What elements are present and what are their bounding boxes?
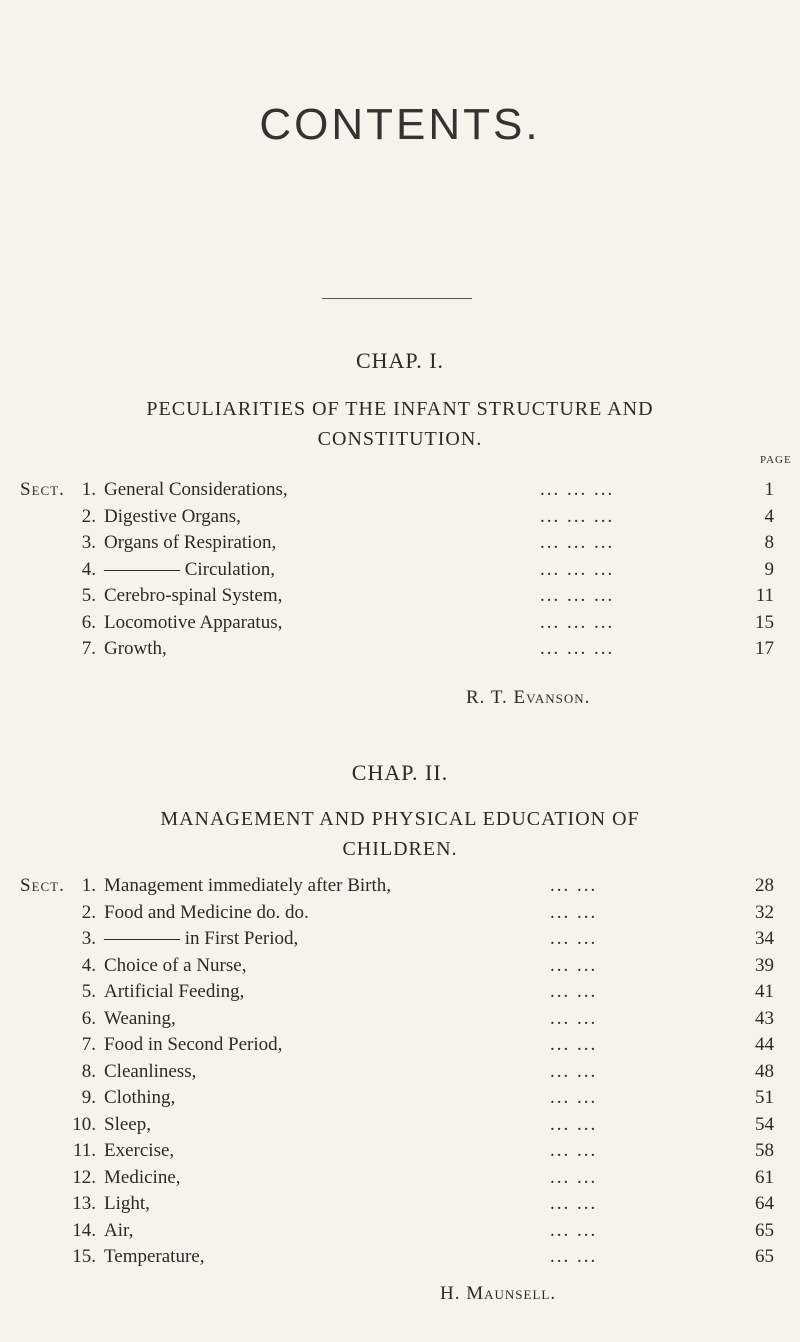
- toc-entry-page: 51: [755, 1087, 774, 1108]
- toc-entry-title: Air,: [104, 1219, 134, 1241]
- leader-dots: ... ...: [550, 901, 598, 923]
- toc-entry-title: Medicine,: [104, 1166, 181, 1188]
- leader-dots: ... ...: [550, 1113, 598, 1135]
- toc-entry: [20, 477, 780, 503]
- toc-entry-page: 65: [755, 1219, 774, 1241]
- toc-entry-title: Locomotive Apparatus,: [104, 611, 283, 633]
- leader-dots: ... ... ...: [540, 505, 615, 527]
- leader-dots: ... ...: [550, 1034, 598, 1055]
- author-name: H. Maunsell.: [440, 1283, 557, 1304]
- toc-entry: [20, 530, 780, 556]
- toc-entry-title: ———— Circulation,: [104, 558, 275, 580]
- leader-dots: ... ...: [550, 1246, 598, 1267]
- toc-entry: [20, 1191, 780, 1217]
- leader-dots: ... ...: [550, 1060, 598, 1082]
- toc-entry-page: 48: [755, 1060, 774, 1082]
- toc-entry-number: 6.: [81, 611, 96, 633]
- toc-entry: [20, 504, 780, 530]
- chapter-1-heading-line: PECULIARITIES OF THE INFANT STRUCTURE AND: [146, 398, 654, 420]
- toc-entry-page: 43: [755, 1007, 774, 1029]
- toc-entry-page: 1: [764, 479, 774, 500]
- toc-entry-number: 2.: [81, 901, 96, 923]
- leader-dots: ... ...: [550, 875, 598, 896]
- toc-entry-page: 39: [755, 954, 774, 976]
- leader-dots: ... ... ...: [540, 479, 615, 500]
- toc-entry-number: 7.: [81, 638, 96, 659]
- toc-entry-title: Food in Second Period,: [104, 1034, 283, 1055]
- toc-entry-title: Weaning,: [104, 1007, 176, 1029]
- toc-entry-page: 54: [755, 1113, 774, 1135]
- toc-entry-title: Temperature,: [104, 1246, 205, 1267]
- toc-entry-title: Cleanliness,: [104, 1060, 197, 1082]
- toc-entry: [20, 1059, 780, 1085]
- toc-entry-number: 4.: [81, 558, 96, 580]
- toc-entry-title: Digestive Organs,: [104, 505, 241, 527]
- leader-dots: ... ...: [550, 1007, 598, 1029]
- toc-entry: [20, 900, 780, 926]
- toc-entry-page: 44: [755, 1034, 774, 1055]
- toc-entry-title: Organs of Respiration,: [104, 532, 277, 553]
- toc-entry-title: Exercise,: [104, 1140, 175, 1161]
- toc-entry-number: 5.: [81, 981, 96, 1002]
- toc-entry-number: 1.: [81, 479, 96, 500]
- toc-entry: [20, 1244, 780, 1270]
- toc-entry-number: 10.: [72, 1113, 96, 1135]
- toc-entry-page: 9: [764, 558, 774, 580]
- toc-entry: [20, 979, 780, 1005]
- leader-dots: ... ...: [550, 1140, 598, 1161]
- chapter-2-heading-line: MANAGEMENT AND PHYSICAL EDUCATION OF: [160, 808, 640, 830]
- toc-entry-page: 41: [755, 981, 774, 1002]
- toc-entry: [20, 1138, 780, 1164]
- toc-entry-title: Sleep,: [104, 1113, 151, 1135]
- page-column-label: PAGE: [760, 454, 792, 466]
- toc-entry: [20, 1165, 780, 1191]
- toc-entry: [20, 1085, 780, 1111]
- toc-entry-title: Light,: [104, 1193, 150, 1214]
- chapter-1-label: CHAP. I.: [355, 348, 445, 373]
- toc-entry-number: 14.: [72, 1219, 96, 1241]
- toc-entry: [20, 1112, 780, 1138]
- toc-entry-number: 4.: [81, 954, 96, 976]
- toc-entry: [20, 1218, 780, 1244]
- toc-entry-title: Artificial Feeding,: [104, 981, 245, 1002]
- toc-entry-number: 6.: [81, 1007, 96, 1029]
- toc-entry-number: 7.: [81, 1034, 96, 1055]
- leader-dots: ... ...: [550, 1087, 598, 1108]
- toc-entry-number: 11.: [72, 1140, 96, 1161]
- toc-entry-page: 8: [764, 532, 774, 553]
- toc-entry: [20, 1032, 780, 1058]
- toc-entry-title: Management immediately after Birth,: [104, 875, 392, 896]
- toc-entry-page: 64: [755, 1193, 774, 1214]
- chapter-2-author: [440, 1283, 556, 1305]
- sect-label: Sect.: [20, 479, 65, 500]
- toc-entry-number: 5.: [81, 585, 96, 606]
- toc-entry-title: General Considerations,: [104, 479, 288, 500]
- toc-entry-number: 8.: [81, 1060, 96, 1082]
- leader-dots: ... ...: [550, 954, 598, 976]
- chapter-1-heading: [0, 394, 800, 454]
- page-title: CONTENTS.: [259, 100, 541, 149]
- leader-dots: ... ...: [550, 928, 598, 949]
- toc-entry-page: 34: [755, 928, 774, 949]
- author-name: R. T. Evanson.: [466, 687, 591, 708]
- toc-entry-number: 15.: [72, 1246, 96, 1267]
- toc-entry-title: Growth,: [104, 638, 167, 659]
- toc-entry-page: 32: [755, 901, 774, 923]
- toc-entry: [20, 583, 780, 609]
- toc-entry-page: 15: [755, 611, 774, 633]
- toc-entry: [20, 557, 780, 583]
- toc-entry-number: 2.: [81, 505, 96, 527]
- leader-dots: ... ...: [550, 1219, 598, 1241]
- toc-entry-page: 58: [755, 1140, 774, 1161]
- leader-dots: ... ... ...: [540, 532, 615, 553]
- toc-entry: [20, 1006, 780, 1032]
- sect-label: Sect.: [20, 875, 65, 896]
- toc-entry: [20, 610, 780, 636]
- toc-entry-number: 13.: [72, 1193, 96, 1214]
- toc-entry-page: 17: [755, 638, 774, 659]
- toc-entry: [20, 926, 780, 952]
- leader-dots: ... ...: [550, 981, 598, 1002]
- leader-dots: ... ... ...: [540, 585, 615, 606]
- chapter-2-heading: [0, 804, 800, 864]
- toc-entry-number: 1.: [81, 875, 96, 896]
- leader-dots: ... ... ...: [540, 558, 615, 580]
- leader-dots: ... ...: [550, 1166, 598, 1188]
- toc-entry: [20, 953, 780, 979]
- toc-entry-number: 3.: [81, 928, 96, 949]
- toc-entry-page: 11: [755, 585, 774, 606]
- toc-entry-page: 65: [755, 1246, 774, 1267]
- toc-entry-title: Clothing,: [104, 1087, 176, 1108]
- toc-entry-page: 4: [764, 505, 774, 527]
- title-rule: [322, 298, 472, 299]
- chapter-1-author: [466, 687, 590, 709]
- toc-entry-page: 61: [755, 1166, 774, 1188]
- chapter-2-label: CHAP. II.: [351, 760, 449, 785]
- leader-dots: ... ... ...: [540, 611, 615, 633]
- toc-entry-number: 3.: [81, 532, 96, 553]
- toc-entry-title: Cerebro-spinal System,: [104, 585, 283, 606]
- toc-entry: [20, 636, 780, 662]
- chapter-2-heading-line: CHILDREN.: [342, 838, 458, 860]
- toc-entry: [20, 873, 780, 899]
- toc-entry-number: 12.: [72, 1166, 96, 1188]
- toc-entry-title: Food and Medicine do. do.: [104, 901, 309, 923]
- toc-entry-title: Choice of a Nurse,: [104, 954, 247, 976]
- toc-entry-page: 28: [755, 875, 774, 896]
- chapter-1-heading-line: CONSTITUTION.: [317, 428, 483, 450]
- toc-entry-number: 9.: [81, 1087, 96, 1108]
- toc-entry-title: ———— in First Period,: [104, 928, 299, 949]
- leader-dots: ... ...: [550, 1193, 598, 1214]
- leader-dots: ... ... ...: [540, 638, 615, 659]
